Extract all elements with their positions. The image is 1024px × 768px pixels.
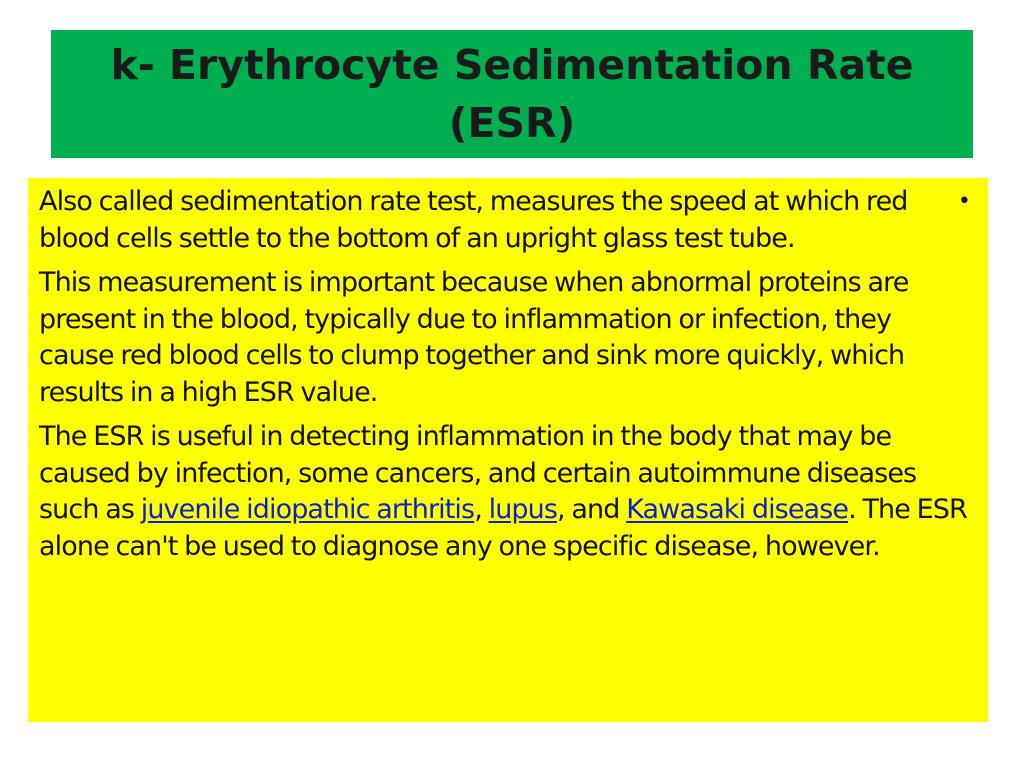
separator-comma-1: , (474, 494, 489, 525)
paragraph-definition-text: Also called sedimentation rate test, measures the speed at which red blood cells settle to the bottom of an upright glass test tube. (39, 186, 908, 254)
paragraph-importance (39, 265, 970, 411)
paragraph-usefulness (39, 419, 970, 565)
link-juvenile-idiopathic-arthritis[interactable]: juvenile idiopathic arthritis (140, 494, 475, 525)
slide-title: k- Erythrocyte Sedimentation Rate (ESR) (110, 41, 914, 147)
paragraph-definition (39, 184, 970, 257)
separator-and: , and (557, 494, 627, 525)
paragraph-importance-text: This measurement is important because when abnormal proteins are present in the blood, typically due to inflammation or infection, they cause red blood cells to clump together and sink more quickly, which results in a high ESR value. (39, 267, 909, 408)
link-kawasaki-disease[interactable]: Kawasaki disease (626, 494, 849, 525)
title-banner (51, 30, 973, 158)
link-lupus[interactable]: lupus (488, 494, 558, 525)
content-panel (28, 178, 988, 722)
paragraph-usefulness-outro: . The ESR alone can't be used to diagnose any one specific disease, however. (39, 494, 967, 562)
paragraph-usefulness-intro: The ESR is useful in detecting inflammation in the body that may be caused by infection, some cancers, and certain autoimmune diseases such as (39, 421, 917, 525)
bullet-marker: • (957, 189, 970, 214)
